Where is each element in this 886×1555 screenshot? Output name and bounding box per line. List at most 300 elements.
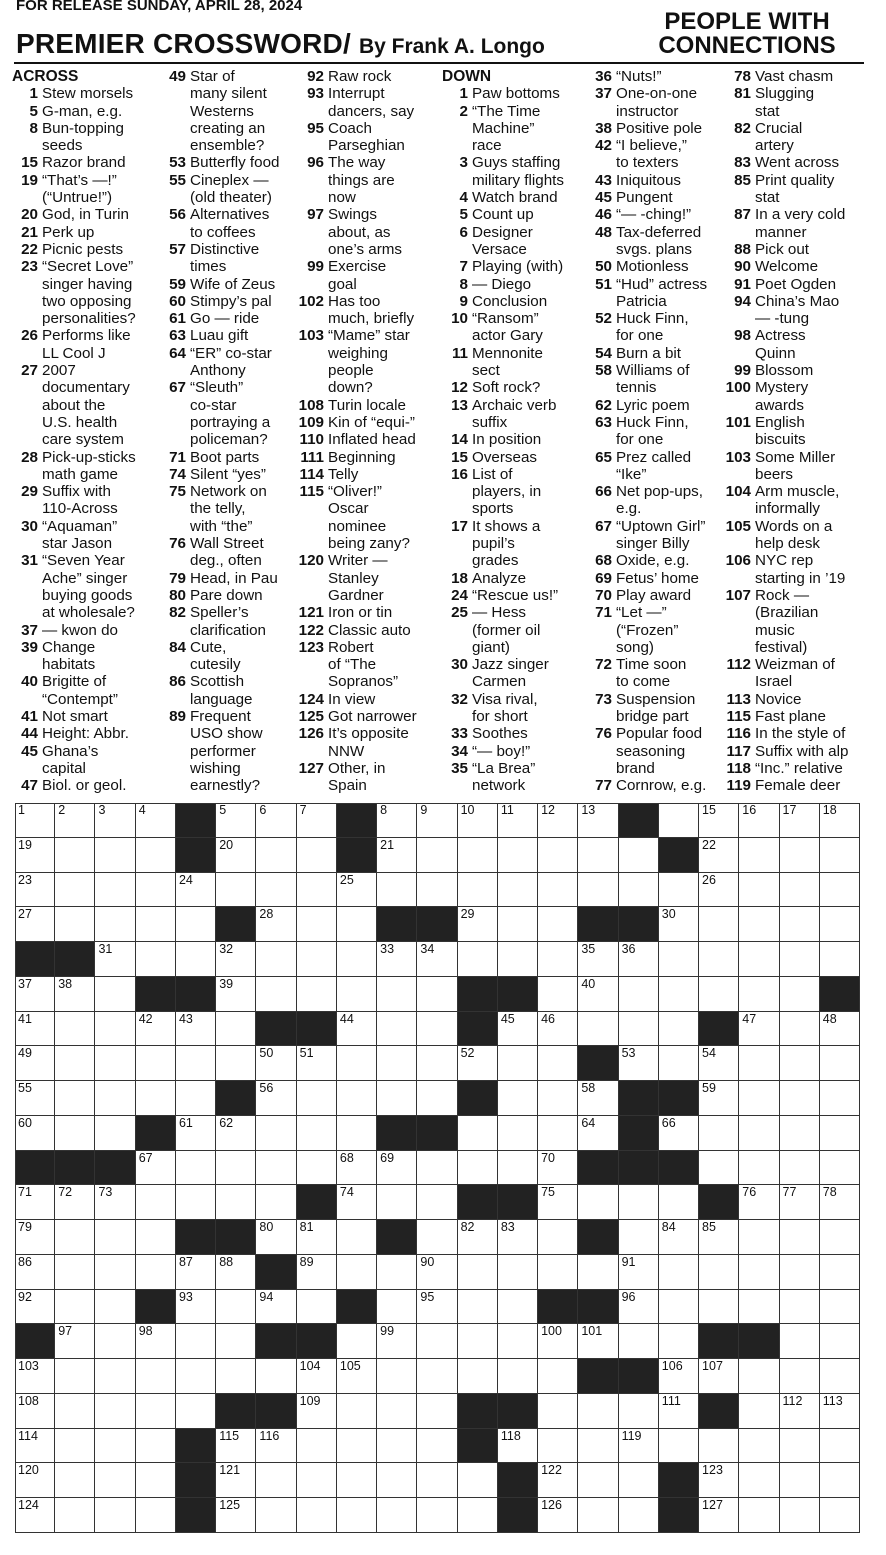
grid-cell[interactable]: [417, 1012, 457, 1047]
grid-cell[interactable]: [578, 1081, 618, 1116]
grid-cell[interactable]: [95, 907, 135, 942]
grid-cell[interactable]: [458, 1220, 498, 1255]
grid-cell[interactable]: [780, 1116, 820, 1151]
grid-cell[interactable]: [578, 803, 618, 838]
grid-cell[interactable]: [780, 1324, 820, 1359]
grid-cell[interactable]: [820, 1081, 860, 1116]
grid-cell[interactable]: [55, 1324, 95, 1359]
grid-cell[interactable]: [55, 803, 95, 838]
grid-cell[interactable]: [498, 1012, 538, 1047]
grid-cell[interactable]: [498, 1081, 538, 1116]
grid-cell[interactable]: [377, 803, 417, 838]
grid-cell[interactable]: [55, 1220, 95, 1255]
grid-cell[interactable]: [216, 1429, 256, 1464]
grid-cell[interactable]: [216, 1463, 256, 1498]
grid-cell[interactable]: [297, 1220, 337, 1255]
grid-cell[interactable]: [578, 1255, 618, 1290]
grid-cell[interactable]: [739, 1463, 779, 1498]
grid-cell[interactable]: [538, 907, 578, 942]
grid-cell[interactable]: [739, 907, 779, 942]
grid-cell[interactable]: [136, 907, 176, 942]
grid-cell[interactable]: [739, 803, 779, 838]
grid-cell[interactable]: [417, 1081, 457, 1116]
grid-cell[interactable]: [297, 977, 337, 1012]
grid-cell[interactable]: [498, 1359, 538, 1394]
grid-cell[interactable]: [216, 1359, 256, 1394]
grid-cell[interactable]: [538, 1255, 578, 1290]
grid-cell[interactable]: [256, 1151, 296, 1186]
grid-cell[interactable]: [256, 1359, 296, 1394]
grid-cell[interactable]: [256, 1290, 296, 1325]
grid-cell[interactable]: [458, 1498, 498, 1533]
grid-cell[interactable]: [95, 1081, 135, 1116]
grid-cell[interactable]: [417, 1220, 457, 1255]
grid-cell[interactable]: [820, 1359, 860, 1394]
grid-cell[interactable]: [820, 1463, 860, 1498]
grid-cell[interactable]: [297, 942, 337, 977]
grid-cell[interactable]: [377, 1185, 417, 1220]
grid-cell[interactable]: [578, 977, 618, 1012]
grid-cell[interactable]: [820, 1185, 860, 1220]
grid-cell[interactable]: [377, 1324, 417, 1359]
grid-cell[interactable]: [538, 1463, 578, 1498]
grid-cell[interactable]: [216, 1185, 256, 1220]
grid-cell[interactable]: [578, 1394, 618, 1429]
grid-cell[interactable]: [619, 1012, 659, 1047]
grid-cell[interactable]: [337, 1255, 377, 1290]
grid-cell[interactable]: [417, 1290, 457, 1325]
grid-cell[interactable]: [498, 1151, 538, 1186]
grid-cell[interactable]: [297, 838, 337, 873]
grid-cell[interactable]: [780, 1463, 820, 1498]
grid-cell[interactable]: [820, 1290, 860, 1325]
grid-cell[interactable]: [699, 1290, 739, 1325]
grid-cell[interactable]: [377, 1429, 417, 1464]
grid-cell[interactable]: [176, 1359, 216, 1394]
grid-cell[interactable]: [619, 838, 659, 873]
grid-cell[interactable]: [659, 1324, 699, 1359]
grid-cell[interactable]: [297, 1046, 337, 1081]
grid-cell[interactable]: [498, 907, 538, 942]
grid-cell[interactable]: [176, 1012, 216, 1047]
grid-cell[interactable]: [739, 1116, 779, 1151]
grid-cell[interactable]: [458, 873, 498, 908]
grid-cell[interactable]: [498, 1290, 538, 1325]
grid-cell[interactable]: [95, 1220, 135, 1255]
grid-cell[interactable]: [498, 1116, 538, 1151]
grid-cell[interactable]: [417, 977, 457, 1012]
grid-cell[interactable]: [136, 1359, 176, 1394]
grid-cell[interactable]: [417, 803, 457, 838]
grid-cell[interactable]: [136, 873, 176, 908]
grid-cell[interactable]: [619, 1498, 659, 1533]
grid-cell[interactable]: [538, 1220, 578, 1255]
grid-cell[interactable]: [739, 1151, 779, 1186]
grid-cell[interactable]: [337, 1046, 377, 1081]
grid-cell[interactable]: [780, 907, 820, 942]
grid-cell[interactable]: [458, 1255, 498, 1290]
grid-cell[interactable]: [417, 1324, 457, 1359]
grid-cell[interactable]: [578, 1012, 618, 1047]
grid-cell[interactable]: [297, 1151, 337, 1186]
grid-cell[interactable]: [619, 1255, 659, 1290]
grid-cell[interactable]: [699, 1463, 739, 1498]
grid-cell[interactable]: [780, 1046, 820, 1081]
grid-cell[interactable]: [417, 1255, 457, 1290]
grid-cell[interactable]: [256, 1046, 296, 1081]
grid-cell[interactable]: [377, 1463, 417, 1498]
grid-cell[interactable]: [95, 1185, 135, 1220]
grid-cell[interactable]: [699, 1220, 739, 1255]
grid-cell[interactable]: [15, 1290, 55, 1325]
grid-cell[interactable]: [659, 1429, 699, 1464]
grid-cell[interactable]: [256, 1081, 296, 1116]
grid-cell[interactable]: [417, 838, 457, 873]
grid-cell[interactable]: [55, 1290, 95, 1325]
grid-cell[interactable]: [739, 1220, 779, 1255]
grid-cell[interactable]: [820, 1220, 860, 1255]
grid-cell[interactable]: [15, 1220, 55, 1255]
grid-cell[interactable]: [136, 1394, 176, 1429]
grid-cell[interactable]: [699, 838, 739, 873]
grid-cell[interactable]: [15, 1394, 55, 1429]
grid-cell[interactable]: [55, 1012, 95, 1047]
grid-cell[interactable]: [699, 1046, 739, 1081]
grid-cell[interactable]: [578, 838, 618, 873]
grid-cell[interactable]: [377, 1255, 417, 1290]
grid-cell[interactable]: [55, 1185, 95, 1220]
grid-cell[interactable]: [216, 1290, 256, 1325]
grid-cell[interactable]: [297, 1290, 337, 1325]
grid-cell[interactable]: [95, 1498, 135, 1533]
grid-cell[interactable]: [55, 1463, 95, 1498]
grid-cell[interactable]: [377, 838, 417, 873]
grid-cell[interactable]: [619, 1429, 659, 1464]
grid-cell[interactable]: [136, 1012, 176, 1047]
grid-cell[interactable]: [578, 1185, 618, 1220]
grid-cell[interactable]: [55, 1498, 95, 1533]
grid-cell[interactable]: [659, 1012, 699, 1047]
grid-cell[interactable]: [538, 1116, 578, 1151]
grid-cell[interactable]: [95, 1463, 135, 1498]
grid-cell[interactable]: [377, 873, 417, 908]
grid-cell[interactable]: [15, 1012, 55, 1047]
grid-cell[interactable]: [538, 1498, 578, 1533]
grid-cell[interactable]: [498, 1220, 538, 1255]
grid-cell[interactable]: [538, 1324, 578, 1359]
grid-cell[interactable]: [498, 873, 538, 908]
grid-cell[interactable]: [417, 942, 457, 977]
grid-cell[interactable]: [377, 1012, 417, 1047]
grid-cell[interactable]: [176, 942, 216, 977]
grid-cell[interactable]: [337, 1220, 377, 1255]
grid-cell[interactable]: [498, 838, 538, 873]
grid-cell[interactable]: [216, 1498, 256, 1533]
grid-cell[interactable]: [619, 1324, 659, 1359]
grid-cell[interactable]: [538, 1394, 578, 1429]
grid-cell[interactable]: [820, 1498, 860, 1533]
grid-cell[interactable]: [297, 873, 337, 908]
grid-cell[interactable]: [15, 1255, 55, 1290]
grid-cell[interactable]: [739, 1498, 779, 1533]
grid-cell[interactable]: [578, 1324, 618, 1359]
grid-cell[interactable]: [699, 1429, 739, 1464]
grid-cell[interactable]: [15, 1185, 55, 1220]
grid-cell[interactable]: [619, 977, 659, 1012]
grid-cell[interactable]: [337, 1394, 377, 1429]
grid-cell[interactable]: [216, 977, 256, 1012]
grid-cell[interactable]: [15, 1359, 55, 1394]
grid-cell[interactable]: [136, 1046, 176, 1081]
grid-cell[interactable]: [337, 1185, 377, 1220]
grid-cell[interactable]: [216, 1151, 256, 1186]
grid-cell[interactable]: [458, 1324, 498, 1359]
grid-cell[interactable]: [55, 838, 95, 873]
grid-cell[interactable]: [337, 1429, 377, 1464]
grid-cell[interactable]: [578, 1429, 618, 1464]
grid-cell[interactable]: [780, 803, 820, 838]
grid-cell[interactable]: [739, 1046, 779, 1081]
grid-cell[interactable]: [659, 1394, 699, 1429]
grid-cell[interactable]: [820, 1012, 860, 1047]
grid-cell[interactable]: [659, 1290, 699, 1325]
grid-cell[interactable]: [95, 1046, 135, 1081]
grid-cell[interactable]: [417, 1429, 457, 1464]
grid-cell[interactable]: [820, 873, 860, 908]
grid-cell[interactable]: [377, 1394, 417, 1429]
grid-cell[interactable]: [15, 977, 55, 1012]
grid-cell[interactable]: [780, 1081, 820, 1116]
grid-cell[interactable]: [820, 907, 860, 942]
grid-cell[interactable]: [176, 907, 216, 942]
grid-cell[interactable]: [297, 1394, 337, 1429]
grid-cell[interactable]: [95, 873, 135, 908]
grid-cell[interactable]: [297, 1463, 337, 1498]
grid-cell[interactable]: [417, 1359, 457, 1394]
grid-cell[interactable]: [780, 1498, 820, 1533]
grid-cell[interactable]: [176, 1046, 216, 1081]
grid-cell[interactable]: [699, 907, 739, 942]
grid-cell[interactable]: [337, 1463, 377, 1498]
grid-cell[interactable]: [619, 1463, 659, 1498]
grid-cell[interactable]: [498, 1046, 538, 1081]
grid-cell[interactable]: [538, 1359, 578, 1394]
grid-cell[interactable]: [417, 1463, 457, 1498]
grid-cell[interactable]: [538, 1012, 578, 1047]
grid-cell[interactable]: [256, 1463, 296, 1498]
grid-cell[interactable]: [538, 1046, 578, 1081]
grid-cell[interactable]: [739, 977, 779, 1012]
grid-cell[interactable]: [458, 1116, 498, 1151]
grid-cell[interactable]: [377, 1359, 417, 1394]
grid-cell[interactable]: [739, 1255, 779, 1290]
grid-cell[interactable]: [216, 873, 256, 908]
grid-cell[interactable]: [619, 873, 659, 908]
grid-cell[interactable]: [659, 803, 699, 838]
grid-cell[interactable]: [95, 977, 135, 1012]
grid-cell[interactable]: [458, 1463, 498, 1498]
grid-cell[interactable]: [136, 1081, 176, 1116]
grid-cell[interactable]: [95, 1429, 135, 1464]
grid-cell[interactable]: [780, 1394, 820, 1429]
grid-cell[interactable]: [538, 1185, 578, 1220]
grid-cell[interactable]: [216, 1012, 256, 1047]
grid-cell[interactable]: [136, 1498, 176, 1533]
grid-cell[interactable]: [256, 942, 296, 977]
grid-cell[interactable]: [377, 942, 417, 977]
grid-cell[interactable]: [417, 1498, 457, 1533]
grid-cell[interactable]: [136, 1255, 176, 1290]
grid-cell[interactable]: [136, 1429, 176, 1464]
grid-cell[interactable]: [417, 1151, 457, 1186]
grid-cell[interactable]: [136, 1185, 176, 1220]
grid-cell[interactable]: [417, 1046, 457, 1081]
grid-cell[interactable]: [95, 1359, 135, 1394]
grid-cell[interactable]: [55, 1359, 95, 1394]
grid-cell[interactable]: [176, 1081, 216, 1116]
grid-cell[interactable]: [458, 1359, 498, 1394]
grid-cell[interactable]: [256, 1185, 296, 1220]
grid-cell[interactable]: [256, 977, 296, 1012]
grid-cell[interactable]: [458, 1046, 498, 1081]
grid-cell[interactable]: [55, 907, 95, 942]
grid-cell[interactable]: [820, 1324, 860, 1359]
grid-cell[interactable]: [136, 1220, 176, 1255]
grid-cell[interactable]: [136, 838, 176, 873]
grid-cell[interactable]: [699, 873, 739, 908]
grid-cell[interactable]: [780, 1185, 820, 1220]
grid-cell[interactable]: [659, 1220, 699, 1255]
grid-cell[interactable]: [377, 1046, 417, 1081]
grid-cell[interactable]: [739, 1185, 779, 1220]
grid-cell[interactable]: [55, 1116, 95, 1151]
grid-cell[interactable]: [216, 1116, 256, 1151]
grid-cell[interactable]: [337, 1498, 377, 1533]
grid-cell[interactable]: [136, 1463, 176, 1498]
grid-cell[interactable]: [337, 977, 377, 1012]
grid-cell[interactable]: [820, 1394, 860, 1429]
grid-cell[interactable]: [337, 1359, 377, 1394]
grid-cell[interactable]: [216, 803, 256, 838]
grid-cell[interactable]: [176, 1255, 216, 1290]
grid-cell[interactable]: [377, 1498, 417, 1533]
grid-cell[interactable]: [216, 1255, 256, 1290]
grid-cell[interactable]: [699, 1255, 739, 1290]
grid-cell[interactable]: [95, 942, 135, 977]
grid-cell[interactable]: [739, 1290, 779, 1325]
grid-cell[interactable]: [95, 803, 135, 838]
grid-cell[interactable]: [136, 803, 176, 838]
grid-cell[interactable]: [15, 803, 55, 838]
grid-cell[interactable]: [15, 1116, 55, 1151]
grid-cell[interactable]: [95, 1255, 135, 1290]
grid-cell[interactable]: [256, 873, 296, 908]
grid-cell[interactable]: [417, 1185, 457, 1220]
grid-cell[interactable]: [15, 907, 55, 942]
grid-cell[interactable]: [498, 1324, 538, 1359]
grid-cell[interactable]: [659, 907, 699, 942]
grid-cell[interactable]: [780, 873, 820, 908]
grid-cell[interactable]: [780, 1220, 820, 1255]
grid-cell[interactable]: [820, 803, 860, 838]
grid-cell[interactable]: [377, 1081, 417, 1116]
grid-cell[interactable]: [95, 1394, 135, 1429]
grid-cell[interactable]: [739, 1012, 779, 1047]
grid-cell[interactable]: [458, 838, 498, 873]
grid-cell[interactable]: [176, 1185, 216, 1220]
grid-cell[interactable]: [780, 1012, 820, 1047]
grid-cell[interactable]: [297, 907, 337, 942]
grid-cell[interactable]: [377, 1290, 417, 1325]
grid-cell[interactable]: [256, 1429, 296, 1464]
grid-cell[interactable]: [297, 1429, 337, 1464]
grid-cell[interactable]: [780, 1290, 820, 1325]
grid-cell[interactable]: [619, 1394, 659, 1429]
grid-cell[interactable]: [699, 1498, 739, 1533]
grid-cell[interactable]: [95, 1324, 135, 1359]
grid-cell[interactable]: [216, 1046, 256, 1081]
grid-cell[interactable]: [337, 1081, 377, 1116]
grid-cell[interactable]: [55, 1429, 95, 1464]
grid-cell[interactable]: [780, 1429, 820, 1464]
grid-cell[interactable]: [538, 977, 578, 1012]
grid-cell[interactable]: [15, 1498, 55, 1533]
grid-cell[interactable]: [739, 1081, 779, 1116]
grid-cell[interactable]: [578, 942, 618, 977]
grid-cell[interactable]: [538, 1081, 578, 1116]
grid-cell[interactable]: [337, 942, 377, 977]
grid-cell[interactable]: [458, 803, 498, 838]
grid-cell[interactable]: [256, 838, 296, 873]
grid-cell[interactable]: [256, 1220, 296, 1255]
grid-cell[interactable]: [498, 1429, 538, 1464]
grid-cell[interactable]: [538, 838, 578, 873]
grid-cell[interactable]: [136, 942, 176, 977]
grid-cell[interactable]: [699, 1081, 739, 1116]
grid-cell[interactable]: [297, 803, 337, 838]
grid-cell[interactable]: [95, 1012, 135, 1047]
grid-cell[interactable]: [136, 1324, 176, 1359]
grid-cell[interactable]: [578, 1498, 618, 1533]
grid-cell[interactable]: [15, 873, 55, 908]
grid-cell[interactable]: [15, 1046, 55, 1081]
grid-cell[interactable]: [377, 1151, 417, 1186]
grid-cell[interactable]: [538, 873, 578, 908]
grid-cell[interactable]: [780, 942, 820, 977]
grid-cell[interactable]: [578, 873, 618, 908]
grid-cell[interactable]: [699, 1151, 739, 1186]
grid-cell[interactable]: [739, 838, 779, 873]
grid-cell[interactable]: [15, 1081, 55, 1116]
grid-cell[interactable]: [176, 1290, 216, 1325]
grid-cell[interactable]: [256, 1116, 296, 1151]
grid-cell[interactable]: [498, 1255, 538, 1290]
grid-cell[interactable]: [297, 1359, 337, 1394]
grid-cell[interactable]: [659, 1359, 699, 1394]
grid-cell[interactable]: [256, 907, 296, 942]
grid-cell[interactable]: [739, 942, 779, 977]
grid-cell[interactable]: [458, 1290, 498, 1325]
grid-cell[interactable]: [458, 907, 498, 942]
grid-cell[interactable]: [337, 1116, 377, 1151]
grid-cell[interactable]: [15, 1463, 55, 1498]
grid-cell[interactable]: [256, 1498, 296, 1533]
grid-cell[interactable]: [297, 1116, 337, 1151]
grid-cell[interactable]: [216, 1324, 256, 1359]
grid-cell[interactable]: [780, 1255, 820, 1290]
grid-cell[interactable]: [739, 1359, 779, 1394]
grid-cell[interactable]: [498, 942, 538, 977]
